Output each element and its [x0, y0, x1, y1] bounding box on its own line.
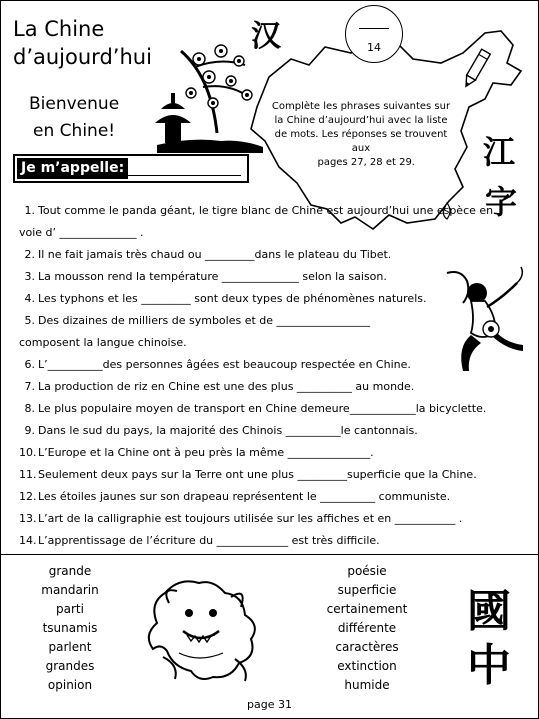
- question-number: 10.: [19, 446, 37, 459]
- chinese-character-jiang: 江: [483, 133, 516, 171]
- dragon-illustration: [139, 573, 265, 687]
- badge-line: [359, 28, 389, 29]
- question-item: [19, 244, 519, 266]
- question-text: La production de riz en Chine est une des plus __________ au monde.: [38, 380, 415, 393]
- question-text: Des dizaines de milliers de symboles et de _________________ composent la langue chinoise.: [19, 314, 371, 349]
- word-bank-item: opinion: [47, 678, 93, 692]
- question-text: L’Europe et la Chine ont à peu près la même _______________.: [38, 446, 374, 459]
- word-bank-left: [20, 562, 120, 695]
- question-item: [19, 376, 519, 398]
- question-text: Dans le sud du pays, la majorité des Chinois __________le cantonnais.: [38, 424, 418, 437]
- word-bank-item: extinction: [337, 659, 397, 673]
- pencil-icon: [461, 47, 491, 91]
- question-text: L’apprentissage de l’écriture du _____________ est très difficile.: [38, 534, 380, 547]
- question-number: 14.: [19, 534, 37, 547]
- word-bank-item: mandarin: [41, 583, 99, 597]
- word-bank-item: parti: [56, 602, 84, 616]
- chinese-character-han: 汉: [251, 19, 281, 54]
- chinese-character-guo: 國: [467, 586, 511, 637]
- question-item: [19, 530, 519, 552]
- question-number: 12.: [19, 490, 37, 503]
- question-number: 2.: [24, 248, 35, 261]
- name-blank-line[interactable]: [125, 175, 241, 176]
- question-number: 5.: [24, 314, 35, 327]
- question-number: 11.: [19, 468, 37, 481]
- chinese-character-zhong: 中: [467, 640, 511, 691]
- question-text: L’art de la calligraphie est toujours utilisée sur les affiches et en ___________ .: [38, 512, 463, 525]
- question-item: [19, 310, 419, 354]
- question-item: [19, 442, 519, 464]
- question-number: 1.: [24, 204, 35, 217]
- instructions-pages: pages 27, 28 et 29.: [317, 157, 415, 168]
- word-bank-item: différente: [337, 621, 397, 635]
- question-item: [19, 398, 519, 420]
- question-item: [19, 420, 519, 442]
- question-number: 9.: [24, 424, 35, 437]
- question-number: 4.: [24, 292, 35, 305]
- question-text: Les typhons et les _________ sont deux types de phénomènes naturels.: [38, 292, 427, 305]
- question-number: 8.: [24, 402, 35, 415]
- page-title: La Chine d’aujourd’hui: [13, 17, 152, 69]
- badge-number: 14: [367, 41, 381, 54]
- word-bank-item: poésie: [347, 564, 387, 578]
- word-bank-item: superficie: [337, 583, 397, 597]
- question-number: 6.: [24, 358, 35, 371]
- question-item: [19, 464, 519, 486]
- word-bank-item: parlent: [48, 640, 92, 654]
- question-text: Il ne fait jamais très chaud ou _________dans le plateau du Tibet.: [38, 248, 392, 261]
- welcome-heading: Bienvenue en Chine!: [29, 94, 120, 141]
- question-text: L’__________des personnes âgées est beaucoup respectée en Chine.: [38, 358, 411, 371]
- question-item: [19, 354, 519, 376]
- question-number: 3.: [24, 270, 35, 283]
- instructions: [267, 100, 455, 170]
- word-bank-item: grandes: [45, 659, 95, 673]
- question-text: La mousson rend la température ______________ selon la saison.: [38, 270, 387, 283]
- question-text: Tout comme le panda géant, le tigre blanc de Chine est aujourd’hui une espèce en voie d’ ______________ .: [19, 204, 494, 239]
- question-text: Les étoiles jaunes sur son drapeau représentent le __________ communiste.: [38, 490, 451, 503]
- question-list: [19, 200, 519, 552]
- question-item: [19, 266, 519, 288]
- question-text: Le plus populaire moyen de transport en Chine demeure____________la bicyclette.: [38, 402, 487, 415]
- word-bank-item: humide: [344, 678, 390, 692]
- word-bank-divider: [1, 554, 538, 555]
- instructions-text: Complète les phrases suivantes sur la Chine d’aujourd’hui avec la liste de mots. Les réponses se trouvent aux: [271, 101, 451, 154]
- question-item: [19, 288, 519, 310]
- question-number: 7.: [24, 380, 35, 393]
- page-number-badge: [345, 5, 403, 63]
- question-number: 13.: [19, 512, 37, 525]
- page-footer: page 31: [247, 698, 292, 711]
- word-bank-item: tsunamis: [42, 621, 98, 635]
- question-item: [19, 200, 519, 244]
- word-bank-item: certainement: [326, 602, 408, 616]
- name-field[interactable]: [13, 154, 249, 183]
- word-bank-right: [317, 562, 417, 695]
- chinese-character-zi: 字: [485, 183, 518, 221]
- question-item: [19, 486, 519, 508]
- word-bank-item: grande: [48, 564, 92, 578]
- question-text: Seulement deux pays sur la Terre ont une plus _________superficie que la Chine.: [38, 468, 477, 481]
- question-item: [19, 508, 519, 530]
- word-bank-item: caractères: [335, 640, 399, 654]
- name-label: Je m’appelle:: [17, 158, 128, 179]
- pagoda-illustration: [151, 37, 269, 157]
